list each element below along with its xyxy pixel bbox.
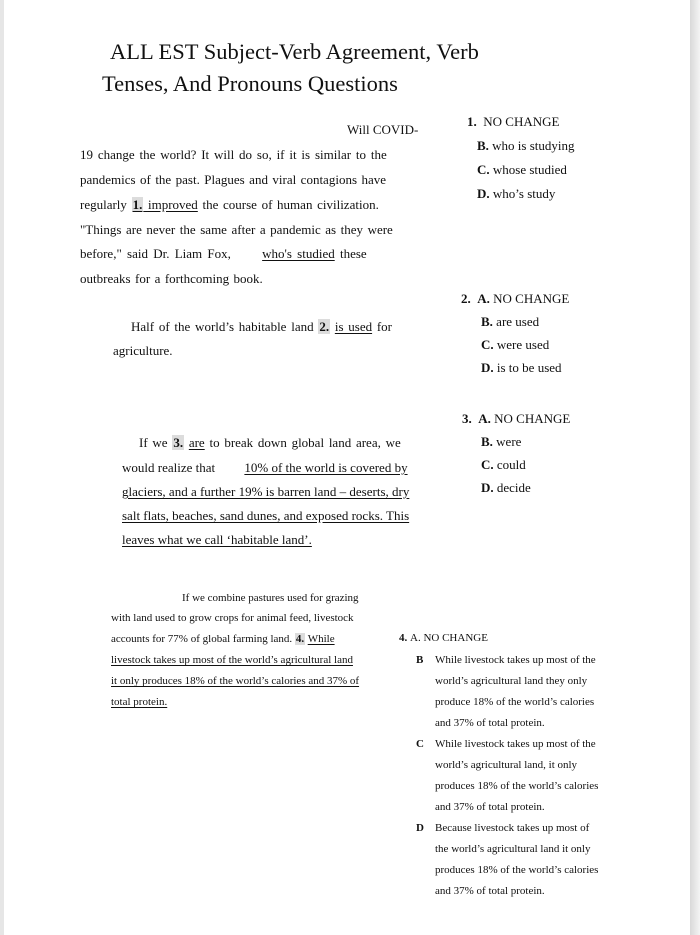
question-number: 3. — [462, 411, 472, 426]
passage-line: with land used to grow crops for animal feed, livestock — [111, 612, 354, 624]
choice-text: and 37% of total protein. — [435, 801, 545, 813]
passage-line — [111, 633, 335, 645]
underlined-portion: glaciers, and a further 19% is barren land – deserts, dry — [122, 484, 410, 499]
question-number: 4. — [399, 632, 408, 644]
choice-text: could — [496, 457, 526, 472]
passage-text: to break down global land area, we — [209, 435, 401, 450]
underlined-portion: improved — [147, 197, 198, 212]
passage-line: Will COVID- — [347, 122, 419, 137]
choice-label: B — [416, 654, 424, 666]
choice-text: produce 18% of the world’s calories — [435, 696, 595, 708]
passage-text: If we — [139, 435, 168, 450]
question-1-marker[interactable]: 1. — [132, 197, 143, 212]
choice-text: world’s agricultural land they only — [435, 675, 588, 687]
passage-line — [111, 696, 167, 708]
page-edge-right — [690, 0, 700, 935]
underlined-portion: who's studied — [262, 246, 335, 261]
choice-label: D — [416, 822, 424, 834]
choice-d[interactable] — [481, 360, 562, 376]
choice-c[interactable] — [481, 457, 526, 473]
page-edge-left — [0, 0, 4, 935]
choice-label: B. — [481, 434, 493, 449]
passage-text: the course of human civilization. — [202, 197, 379, 212]
choice-label: D. — [481, 480, 494, 495]
question-number: 1. — [467, 114, 477, 129]
choice-label: D. — [477, 186, 490, 201]
question-2-marker[interactable]: 2. — [319, 319, 330, 334]
choice-label: A. — [410, 632, 421, 644]
passage-line: 19 change the world? It will do so, if it is similar to the — [80, 147, 387, 162]
choice-a[interactable] — [467, 114, 559, 130]
choice-label: B. — [477, 138, 489, 153]
passage-line: pandemics of the past. Plagues and viral contagions have — [80, 172, 386, 187]
choice-text: While livestock takes up most of the — [435, 654, 596, 666]
choice-d[interactable] — [481, 480, 531, 496]
underlined-portion: While — [307, 633, 335, 645]
choice-text: NO CHANGE — [483, 114, 560, 129]
choice-text: produces 18% of the world’s calories — [435, 780, 599, 792]
choice-label: B. — [481, 314, 493, 329]
passage-text: would realize that — [122, 460, 216, 475]
choice-label: C. — [477, 162, 490, 177]
choice-b[interactable] — [481, 314, 539, 330]
choice-label: C. — [481, 337, 494, 352]
choice-a[interactable] — [462, 411, 570, 427]
choice-label: C. — [481, 457, 494, 472]
choice-text: NO CHANGE — [494, 411, 571, 426]
passage-line — [80, 197, 379, 213]
choice-text: whose studied — [492, 162, 567, 177]
choice-text: the world’s agricultural land it only — [435, 843, 591, 855]
passage-text: regularly — [80, 197, 127, 212]
choice-text: decide — [496, 480, 531, 495]
passage-line — [122, 484, 409, 500]
choice-c[interactable] — [481, 337, 549, 353]
choice-text: and 37% of total protein. — [435, 717, 545, 729]
choice-a[interactable] — [399, 632, 488, 644]
choice-b[interactable] — [481, 434, 521, 450]
passage-text: these — [339, 246, 367, 261]
choice-label: A. — [478, 411, 491, 426]
passage-line: "Things are never the same after a pandemic as they were — [80, 222, 393, 237]
choice-text: NO CHANGE — [423, 632, 488, 644]
underlined-portion: livestock takes up most of the world’s agricultural land — [111, 654, 353, 666]
passage-line — [80, 246, 367, 262]
choice-text: While livestock takes up most of the — [435, 738, 596, 750]
page-title-line1: ALL EST Subject-Verb Agreement, Verb — [110, 39, 479, 64]
choice-text: Because livestock takes up most of — [435, 822, 590, 834]
passage-line — [122, 508, 409, 524]
choice-text: and 37% of total protein. — [435, 885, 545, 897]
underlined-portion: is used — [334, 319, 373, 334]
choice-text: is to be used — [496, 360, 562, 375]
question-3-marker[interactable]: 3. — [173, 435, 184, 450]
choice-b[interactable] — [477, 138, 575, 154]
choice-a[interactable] — [461, 291, 569, 307]
underlined-portion: total protein. — [111, 696, 168, 708]
choice-c[interactable] — [477, 162, 567, 178]
passage-line: agriculture. — [113, 343, 173, 358]
question-4-marker[interactable]: 4. — [295, 633, 305, 645]
choice-text: were used — [496, 337, 550, 352]
underlined-portion: leaves what we call ‘habitable land’. — [122, 532, 312, 547]
choice-text: were — [496, 434, 522, 449]
passage-line: outbreaks for a forthcoming book. — [80, 271, 263, 286]
choice-label: A. — [477, 291, 490, 306]
underlined-portion: are — [188, 435, 205, 450]
underlined-portion: salt flats, beaches, sand dunes, and exposed rocks. This — [122, 508, 410, 523]
choice-text: world’s agricultural land, it only — [435, 759, 578, 771]
passage-line — [111, 654, 353, 666]
underlined-portion: it only produces 18% of the world’s calories and 37% of — [111, 675, 360, 687]
passage-text: accounts for 77% of global farming land. — [111, 633, 293, 645]
choice-text: are used — [496, 314, 540, 329]
passage-text: Half of the world’s habitable land — [131, 319, 314, 334]
choice-text: NO CHANGE — [493, 291, 570, 306]
passage-line — [139, 435, 401, 451]
passage-line — [111, 675, 359, 687]
passage-line: If we combine pastures used for grazing — [182, 592, 359, 604]
passage-text: before," said Dr. Liam Fox, — [80, 246, 231, 261]
passage-line — [122, 532, 312, 548]
choice-label: C — [416, 738, 424, 750]
choice-d[interactable] — [477, 186, 555, 202]
question-number: 2. — [461, 291, 471, 306]
passage-line — [131, 319, 392, 335]
page-title-line2: Tenses, And Pronouns Questions — [102, 71, 398, 96]
passage-text: for — [376, 319, 393, 334]
passage-line — [122, 460, 408, 476]
choice-text: who’s study — [492, 186, 556, 201]
choice-label: D. — [481, 360, 494, 375]
choice-text: who is studying — [492, 138, 575, 153]
choice-text: produces 18% of the world’s calories — [435, 864, 599, 876]
underlined-portion: 10% of the world is covered by — [244, 460, 408, 475]
